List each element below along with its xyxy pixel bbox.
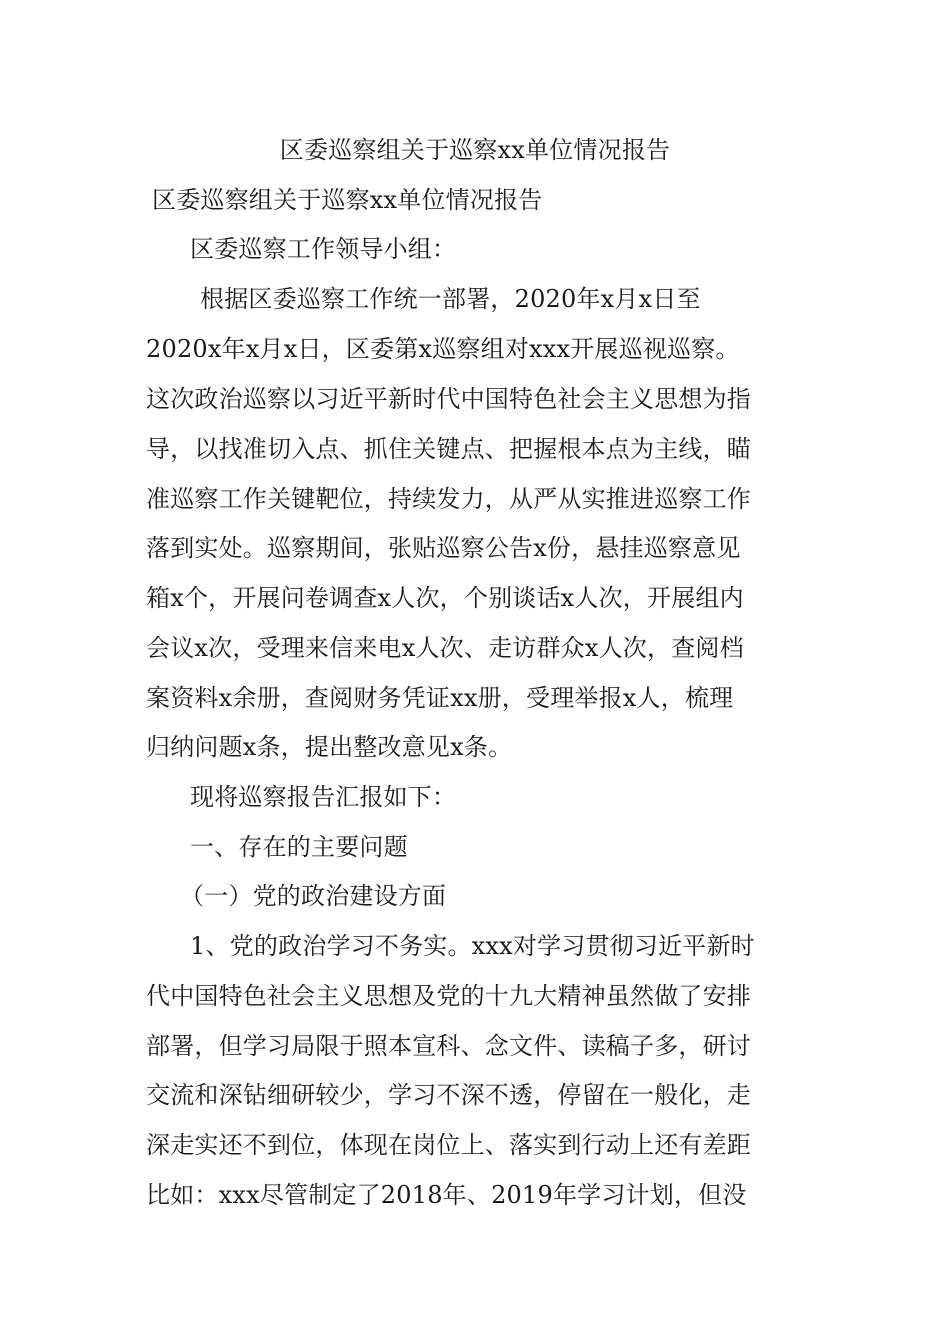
intro-line: 案资料x余册，查阅财务凭证xx册，受理举报x人，梳理 [146,684,734,712]
salutation: 区委巡察工作领导小组： [190,235,457,263]
intro-line: 导，以找准切入点、抓住关键点、把握根本点为主线，瞄 [146,435,751,463]
subsection-heading: （一）党的政治建设方面 [180,882,447,910]
intro-line: 根据区委巡察工作统一部署，2020年x月x日至 [200,285,701,313]
report-intro: 现将巡察报告汇报如下： [190,783,457,811]
intro-line: 归纳问题x条，提出整改意见x条。 [146,733,513,761]
item-line: 1、党的政治学习不务实。xxx对学习贯彻习近平新时 [190,932,755,960]
item-line: 深走实还不到位，体现在岗位上、落实到行动上还有差距 [146,1131,751,1159]
item-line: 代中国特色社会主义思想及党的十九大精神虽然做了安排 [146,982,751,1010]
intro-line: 落到实处。巡察期间，张贴巡察公告x份，悬挂巡察意见 [146,534,741,562]
item-line: 比如：xxx尽管制定了2018年、2019年学习计划，但没 [146,1181,747,1209]
intro-line: 准巡察工作关键靶位，持续发力，从严从实推进巡察工作 [146,485,751,513]
document-title: 区委巡察组关于巡察xx单位情况报告 [279,136,671,164]
document-subtitle: 区委巡察组关于巡察xx单位情况报告 [152,186,543,214]
intro-line: 会议x次，受理来信来电x人次、走访群众x人次，查阅档 [146,634,744,662]
intro-line: 箱x个，开展问卷调查x人次，个别谈话x人次，开展组内 [146,584,744,612]
intro-line: 这次政治巡察以习近平新时代中国特色社会主义思想为指 [146,385,751,413]
item-line: 交流和深钻细研较少，学习不深不透，停留在一般化，走 [146,1081,751,1109]
section-heading: 一、存在的主要问题 [190,833,408,861]
intro-line: 2020x年x月x日，区委第x巡察组对xxx开展巡视巡察。 [146,335,740,363]
item-line: 部署，但学习局限于照本宣科、念文件、读稿子多，研讨 [146,1032,751,1060]
